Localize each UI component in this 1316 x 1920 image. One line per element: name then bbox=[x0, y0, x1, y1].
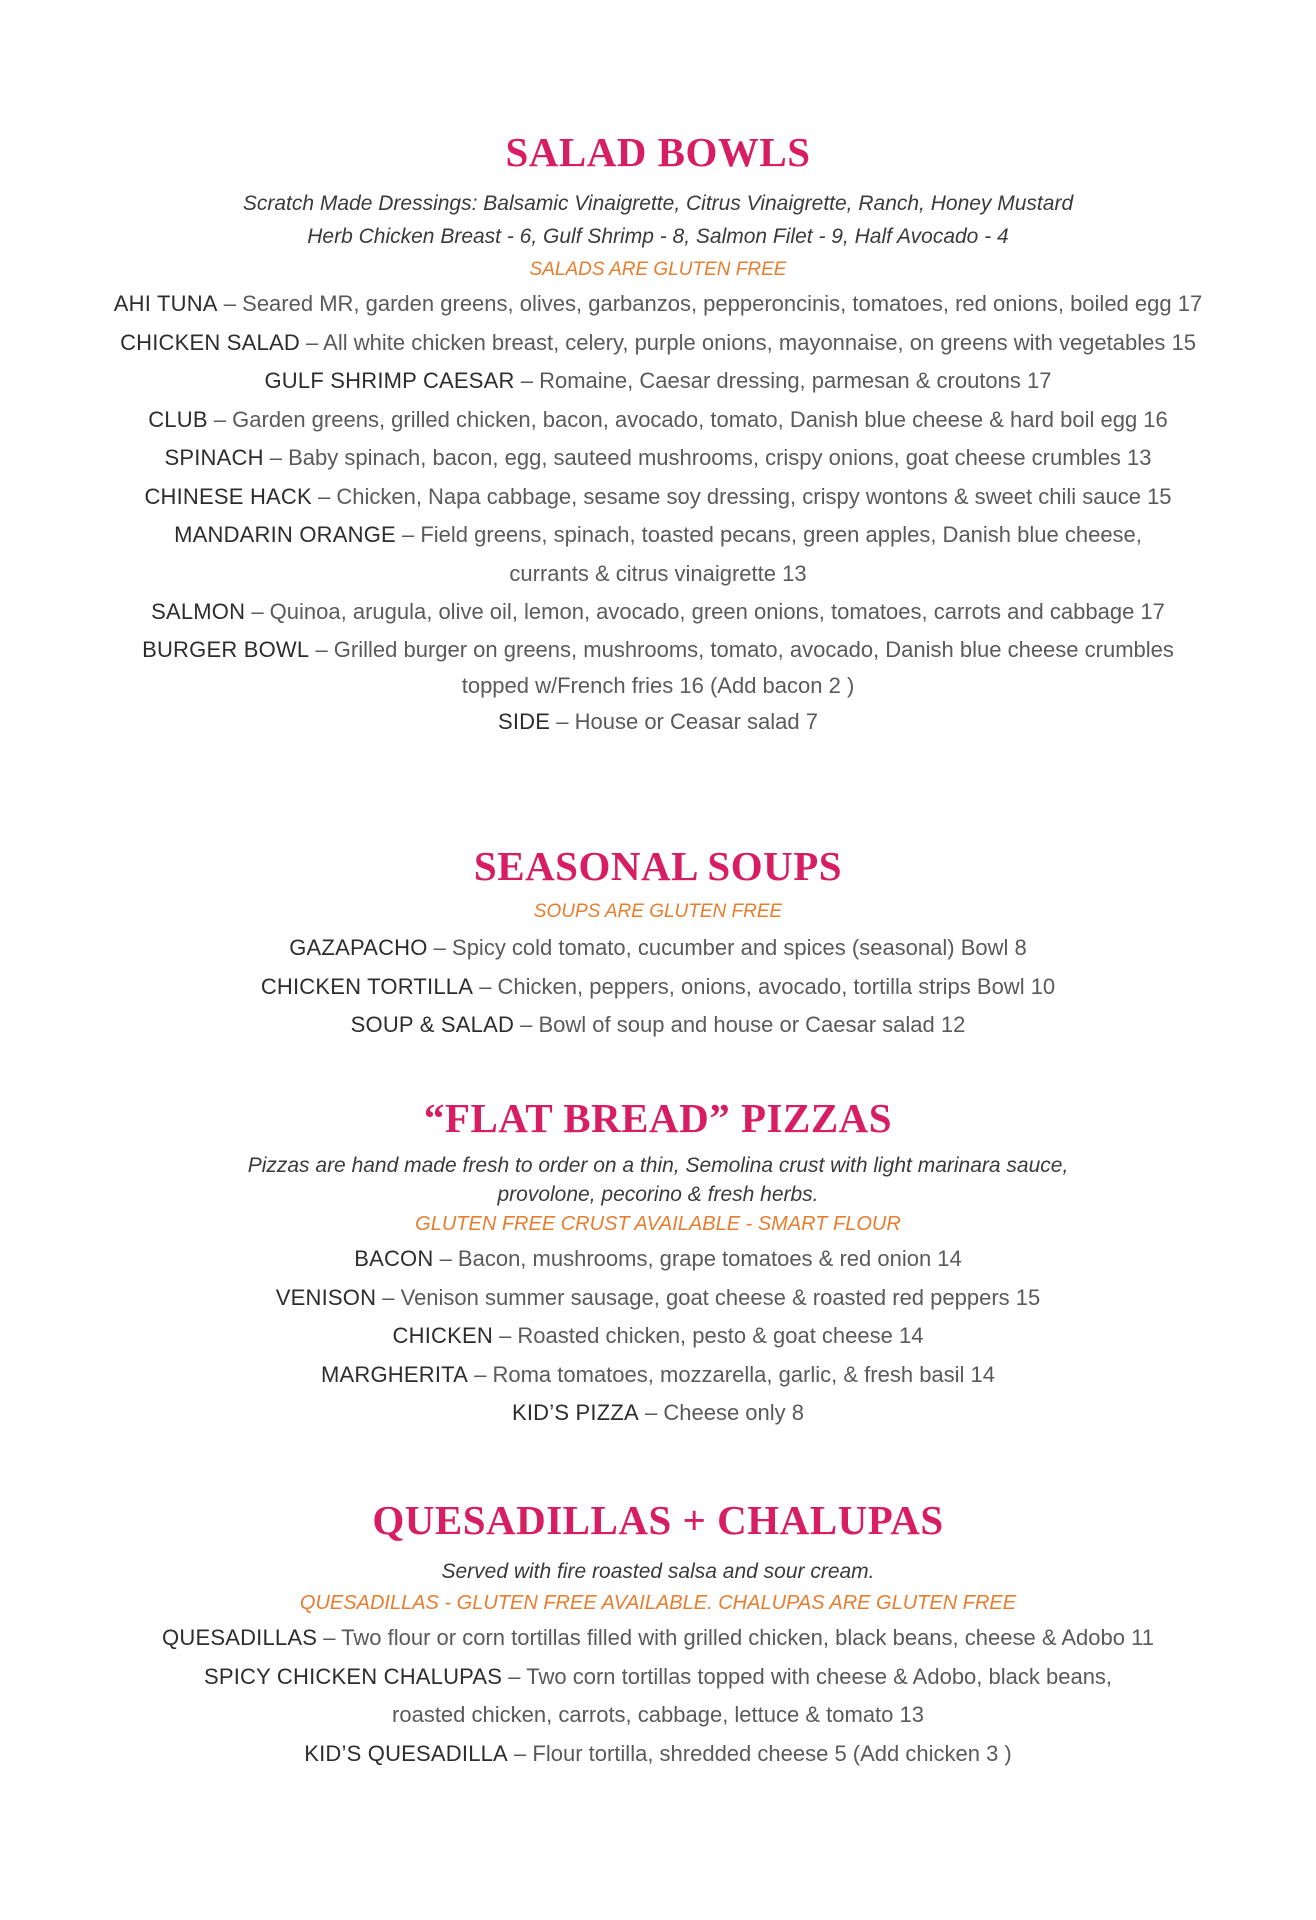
gluten-free-note: QUESADILLAS - GLUTEN FREE AVAILABLE. CHALUPAS ARE GLUTEN FREE bbox=[299, 1592, 1017, 1615]
item-desc: – Grilled burger on greens, mushrooms, tomato, avocado, Danish blue cheese crumbles bbox=[309, 636, 1174, 662]
item-name: BACON bbox=[354, 1246, 434, 1272]
item-desc: – Baby spinach, bacon, egg, sauteed mushrooms, crispy onions, goat cheese crumbles 13 bbox=[263, 445, 1152, 471]
item-name: SALMON bbox=[151, 599, 246, 625]
item-name: QUESADILLAS bbox=[162, 1625, 318, 1651]
item-desc: – Two corn tortillas topped with cheese & Adobo, black beans, bbox=[502, 1663, 1113, 1689]
item-desc: – Spicy cold tomato, cucumber and spices (seasonal) Bowl 8 bbox=[427, 935, 1027, 961]
menu-item bbox=[0, 968, 1316, 1007]
section-title: SALAD BOWLS bbox=[505, 129, 811, 175]
menu-item bbox=[0, 704, 1316, 740]
add-ons-note: Herb Chicken Breast - 6, Gulf Shrimp - 8, Salmon Filet - 9, Half Avocado - 4 bbox=[307, 225, 1009, 249]
gluten-free-note: GLUTEN FREE CRUST AVAILABLE - SMART FLOUR bbox=[415, 1213, 901, 1236]
menu-item bbox=[0, 1356, 1316, 1395]
section-title: QUESADILLAS + CHALUPAS bbox=[372, 1497, 944, 1543]
menu-item bbox=[0, 285, 1316, 324]
quesadillas-section bbox=[0, 1496, 1316, 1773]
item-name: GULF SHRIMP CAESAR bbox=[264, 368, 515, 394]
menu-item bbox=[0, 1317, 1316, 1356]
menu-item bbox=[0, 1658, 1316, 1697]
menu-item bbox=[0, 516, 1316, 555]
menu-item bbox=[0, 439, 1316, 478]
item-desc: – Venison summer sausage, goat cheese & roasted red peppers 15 bbox=[376, 1284, 1041, 1310]
menu-item bbox=[0, 1279, 1316, 1318]
item-desc: – Cheese only 8 bbox=[638, 1400, 804, 1426]
item-desc: – House or Ceasar salad 7 bbox=[550, 708, 818, 734]
item-name: CHICKEN SALAD bbox=[120, 329, 300, 355]
item-name: SOUP & SALAD bbox=[350, 1012, 515, 1038]
item-name: CLUB bbox=[148, 406, 208, 432]
item-name: CHICKEN bbox=[392, 1323, 493, 1349]
item-desc: – Flour tortilla, shredded cheese 5 (Add chicken 3 ) bbox=[507, 1740, 1012, 1766]
item-name: KID’S PIZZA bbox=[512, 1400, 639, 1426]
item-name: SPINACH bbox=[164, 445, 264, 471]
menu-item bbox=[0, 478, 1316, 517]
menu-item bbox=[0, 632, 1316, 668]
gluten-free-note: SALADS ARE GLUTEN FREE bbox=[529, 259, 787, 281]
item-name: GAZAPACHO bbox=[289, 935, 428, 961]
menu-item bbox=[0, 929, 1316, 968]
pizzas-section bbox=[0, 1094, 1316, 1433]
item-desc-continued: topped w/French fries 16 (Add bacon 2 ) bbox=[461, 672, 855, 698]
item-name: AHI TUNA bbox=[113, 291, 218, 317]
soups-section bbox=[0, 842, 1316, 1045]
menu-item bbox=[0, 593, 1316, 632]
item-name: MARGHERITA bbox=[320, 1361, 469, 1387]
item-desc: – Quinoa, arugula, olive oil, lemon, avocado, green onions, tomatoes, carrots and cabbage 17 bbox=[245, 599, 1165, 625]
item-desc: – Romaine, Caesar dressing, parmesan & croutons 17 bbox=[514, 368, 1052, 394]
dressings-note: Scratch Made Dressings: Balsamic Vinaigrette, Citrus Vinaigrette, Ranch, Honey Mustard bbox=[242, 192, 1074, 216]
item-desc: – Bowl of soup and house or Caesar salad 12 bbox=[514, 1012, 966, 1038]
section-title: “FLAT BREAD” PIZZAS bbox=[423, 1095, 893, 1141]
gluten-free-note: SOUPS ARE GLUTEN FREE bbox=[533, 901, 783, 923]
item-desc-continued: currants & citrus vinaigrette 13 bbox=[509, 560, 807, 586]
pizza-note-continued: provolone, pecorino & fresh herbs. bbox=[497, 1183, 819, 1207]
item-desc: – Field greens, spinach, toasted pecans, green apples, Danish blue cheese, bbox=[395, 522, 1142, 548]
section-title: SEASONAL SOUPS bbox=[473, 843, 843, 889]
item-desc: – Seared MR, garden greens, olives, garbanzos, pepperoncinis, tomatoes, red onions, boiled egg 17 bbox=[217, 291, 1203, 317]
item-name: SPICY CHICKEN CHALUPAS bbox=[203, 1663, 503, 1689]
menu-item bbox=[0, 1240, 1316, 1279]
item-desc: – All white chicken breast, celery, purple onions, mayonnaise, on greens with vegetables 15 bbox=[299, 329, 1196, 355]
item-name: BURGER BOWL bbox=[142, 636, 310, 662]
menu-item bbox=[0, 1006, 1316, 1045]
item-name: KID’S QUESADILLA bbox=[304, 1740, 508, 1766]
item-desc: – Chicken, Napa cabbage, sesame soy dressing, crispy wontons & sweet chili sauce 15 bbox=[311, 483, 1172, 509]
salad-bowls-section bbox=[0, 128, 1316, 740]
menu-item bbox=[0, 1735, 1316, 1774]
item-name: VENISON bbox=[275, 1284, 377, 1310]
item-name: MANDARIN ORANGE bbox=[174, 522, 396, 548]
item-desc: – Roma tomatoes, mozzarella, garlic, & fresh basil 14 bbox=[468, 1361, 996, 1387]
item-name: SIDE bbox=[498, 708, 551, 734]
pizza-note: Pizzas are hand made fresh to order on a thin, Semolina crust with light marinara sauce, bbox=[247, 1154, 1069, 1178]
item-desc: – Two flour or corn tortillas filled with grilled chicken, black beans, cheese & Adobo 11 bbox=[317, 1625, 1154, 1651]
menu-item bbox=[0, 1619, 1316, 1658]
item-desc: – Chicken, peppers, onions, avocado, tortilla strips Bowl 10 bbox=[473, 973, 1056, 999]
item-desc: – Garden greens, grilled chicken, bacon, avocado, tomato, Danish blue cheese & hard boil egg 16 bbox=[207, 406, 1168, 432]
item-desc: – Roasted chicken, pesto & goat cheese 14 bbox=[492, 1323, 924, 1349]
menu-item bbox=[0, 362, 1316, 401]
served-with-note: Served with fire roasted salsa and sour cream. bbox=[441, 1560, 875, 1584]
menu-item bbox=[0, 401, 1316, 440]
menu-item bbox=[0, 324, 1316, 363]
item-desc-continued: roasted chicken, carrots, cabbage, lettuce & tomato 13 bbox=[392, 1702, 924, 1728]
menu-item bbox=[0, 1394, 1316, 1433]
item-name: CHINESE HACK bbox=[144, 483, 312, 509]
item-name: CHICKEN TORTILLA bbox=[260, 973, 474, 999]
item-desc: – Bacon, mushrooms, grape tomatoes & red onion 14 bbox=[433, 1246, 962, 1272]
